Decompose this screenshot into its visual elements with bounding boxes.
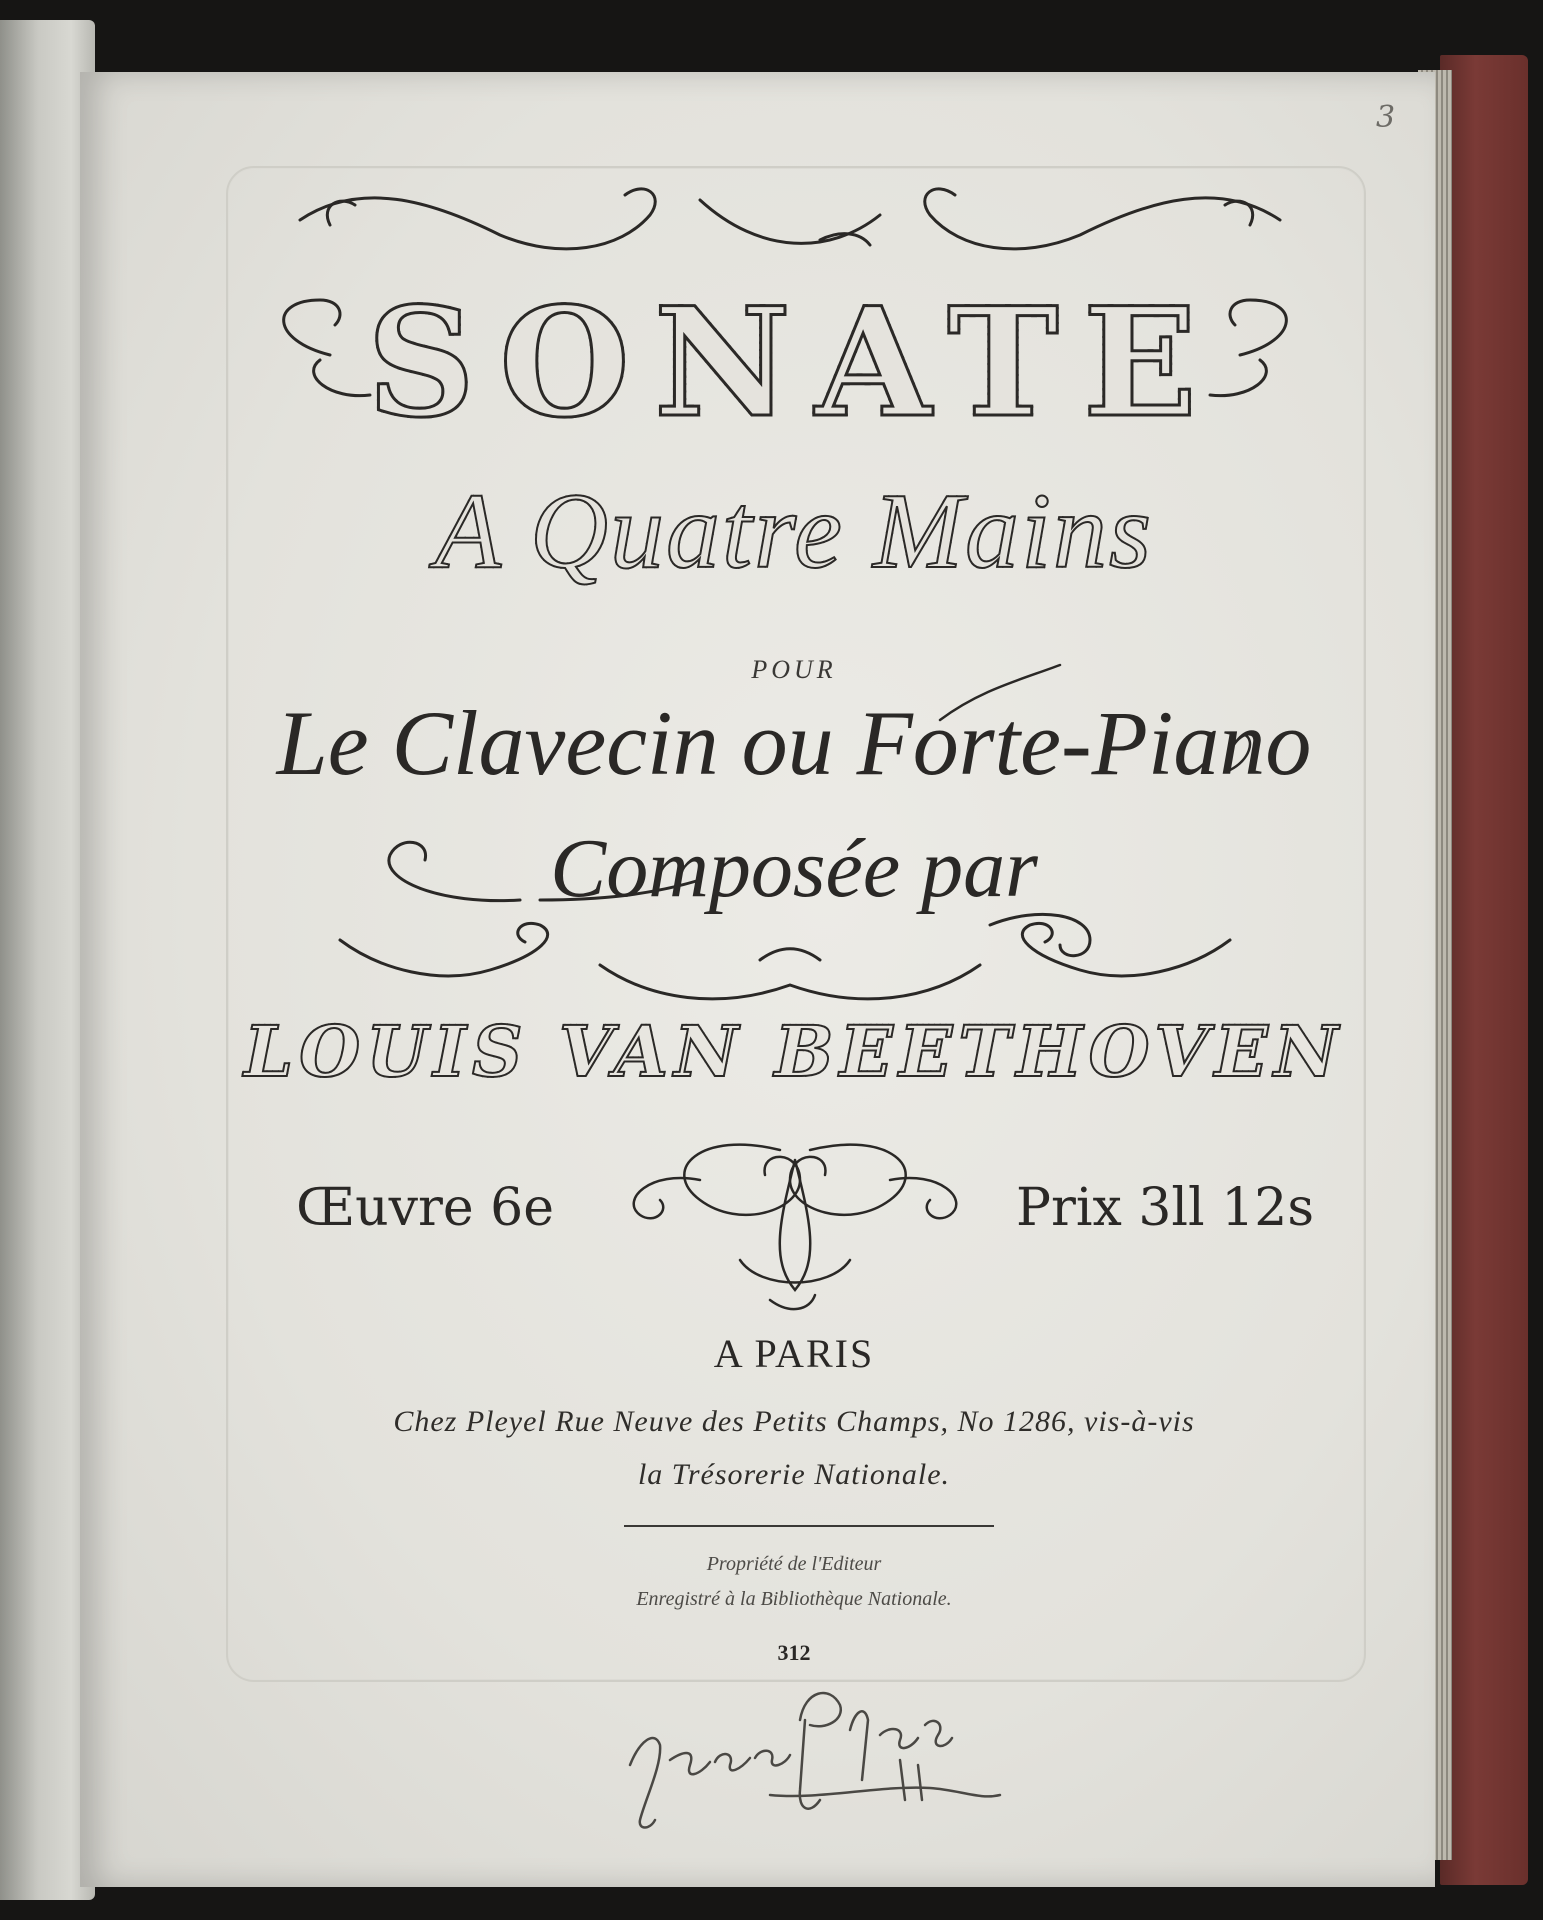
registration-notice: Enregistré à la Bibliothèque Nationale. [636, 1588, 952, 1610]
handwritten-signature [600, 1670, 1020, 1840]
folio-number: 3 [1376, 100, 1396, 135]
property-notice: Propriété de l'Editeur [706, 1553, 882, 1575]
pour-label: POUR [751, 655, 837, 684]
city-label: A PARIS [713, 1331, 875, 1376]
instrument-line: Le Clavecin ou Forte-Piano [276, 692, 1312, 794]
publisher-address: Chez Pleyel Rue Neuve des Petits Champs, No 1286, vis-à-vis [393, 1405, 1195, 1438]
title-sonate: SONATE [226, 275, 1362, 451]
publisher-address-line-2: la Trésorerie Nationale. [637, 1458, 951, 1491]
opus-number: Œuvre 6e [296, 1178, 555, 1238]
price: Prix 3ll 12s [1016, 1178, 1315, 1238]
composer-name: LOUIS VAN BEETHOVEN [226, 1010, 1362, 1093]
plate-number: 312 [777, 1640, 811, 1665]
book-cover [1440, 55, 1528, 1885]
divider-rule [624, 1525, 994, 1527]
composed-by-line: Composée par [550, 822, 1038, 915]
subtitle-quatre-mains: A Quatre Mains [226, 470, 1362, 594]
